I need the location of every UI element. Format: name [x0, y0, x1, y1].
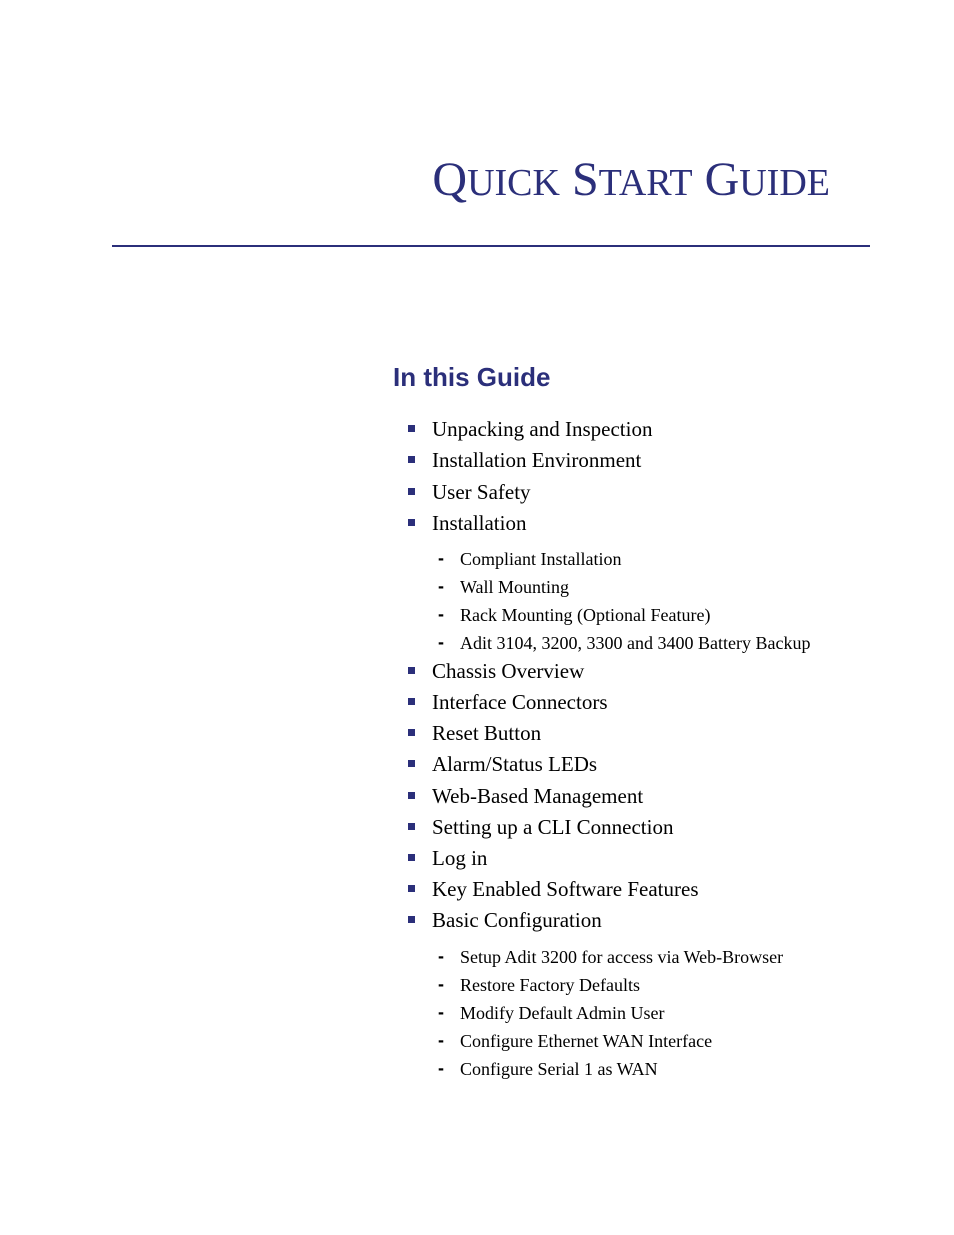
toc-item-label: Interface Connectors: [432, 690, 608, 714]
toc-subitem-label: Setup Adit 3200 for access via Web-Browser: [460, 947, 784, 967]
toc-item-label: Unpacking and Inspection: [432, 417, 653, 441]
square-bullet-icon: [408, 792, 415, 799]
title-rest-guide: UIDE: [739, 162, 830, 204]
toc-item-label: Installation: [432, 511, 527, 535]
toc-subitem-label: Wall Mounting: [460, 577, 570, 597]
toc-item-label: Reset Button: [432, 721, 542, 745]
dash-bullet: -: [438, 632, 444, 652]
toc-item-label: User Safety: [432, 480, 531, 504]
square-bullet-icon: [408, 698, 415, 705]
dash-bullet: -: [438, 1030, 444, 1050]
square-bullet-icon: [408, 885, 415, 892]
square-bullet-icon: [408, 854, 415, 861]
toc-item-label: Basic Configuration: [432, 908, 602, 932]
toc-item-label: Web-Based Management: [432, 784, 644, 808]
dash-bullet: -: [438, 604, 444, 624]
title-initial-s: S: [571, 153, 599, 206]
toc-subitem-label: Configure Ethernet WAN Interface: [460, 1031, 713, 1051]
toc-subitem-label: Restore Factory Defaults: [460, 975, 640, 995]
toc-subitem-label: Configure Serial 1 as WAN: [460, 1059, 658, 1079]
square-bullet-icon: [408, 760, 415, 767]
title-rest-quick: UICK: [467, 162, 560, 204]
square-bullet-icon: [408, 729, 415, 736]
title-divider: [112, 245, 870, 247]
page-title: [432, 150, 830, 213]
dash-bullet: -: [438, 946, 444, 966]
dash-bullet: -: [438, 1002, 444, 1022]
dash-bullet: -: [438, 974, 444, 994]
toc-item-label: Chassis Overview: [432, 659, 585, 683]
dash-bullet: -: [438, 576, 444, 596]
toc-item-label: Log in: [432, 846, 488, 870]
toc-subitem-label: Compliant Installation: [460, 549, 622, 569]
square-bullet-icon: [408, 456, 415, 463]
square-bullet-icon: [408, 519, 415, 526]
title-initial-q: Q: [432, 153, 468, 206]
dash-bullet: -: [438, 548, 444, 568]
toc-item-label: Installation Environment: [432, 448, 642, 472]
dash-bullet: -: [438, 1058, 444, 1078]
toc-heading: In this Guide: [393, 362, 551, 392]
square-bullet-icon: [408, 916, 415, 923]
title-rest-start: TART: [598, 162, 693, 204]
square-bullet-icon: [408, 425, 415, 432]
square-bullet-icon: [408, 823, 415, 830]
toc-item-label: Alarm/Status LEDs: [432, 752, 598, 776]
toc-item-label: Setting up a CLI Connection: [432, 815, 674, 839]
toc-item-label: Key Enabled Software Features: [432, 877, 699, 901]
toc-subitem-label: Adit 3104, 3200, 3300 and 3400 Battery Backup: [460, 633, 811, 653]
title-initial-g: G: [704, 153, 740, 206]
toc-subitem-label: Rack Mounting (Optional Feature): [460, 605, 711, 625]
square-bullet-icon: [408, 488, 415, 495]
toc-subitem-label: Modify Default Admin User: [460, 1003, 665, 1023]
square-bullet-icon: [408, 667, 415, 674]
